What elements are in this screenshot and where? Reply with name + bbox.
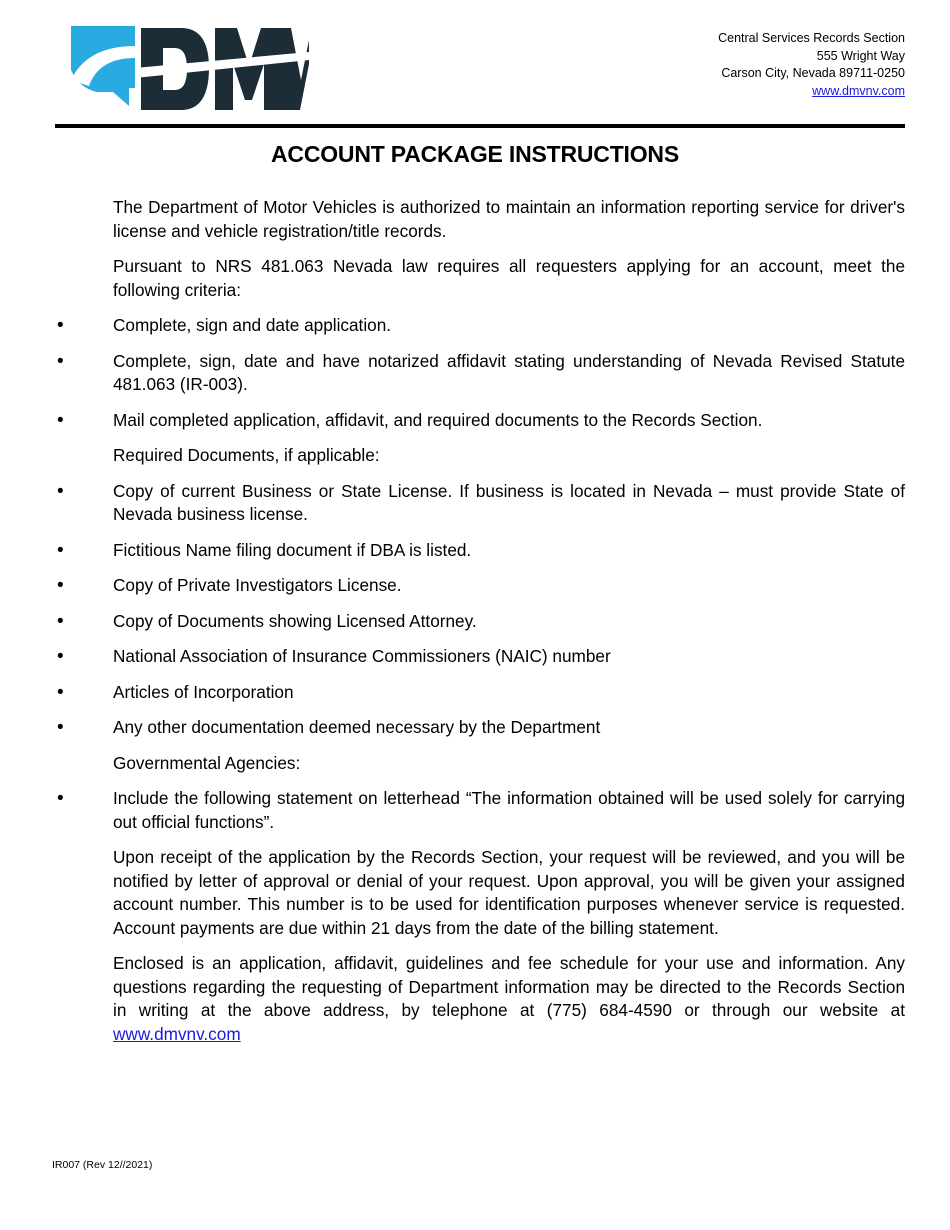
form-id-footer: IR007 (Rev 12//2021) (52, 1159, 153, 1171)
logo-shield-icon (71, 26, 135, 106)
bullet-icon: • (57, 788, 64, 809)
closing-paragraph-2-text: Enclosed is an application, affidavit, guidelines and fee schedule for your use and information. Any questions regarding the requesting of Department information may be directed to the Records Section in writing at the above address, by telephone at (775) 684-4590 or through our website at (113, 953, 905, 1020)
list-item-text: National Association of Insurance Commissioners (NAIC) number (113, 646, 611, 666)
list-item (57, 539, 905, 563)
list-item (57, 480, 905, 527)
list-item (57, 409, 905, 433)
list-item-text: Include the following statement on letterhead “The information obtained will be used solely for carrying out official functions”. (113, 788, 905, 832)
intro-paragraph-2: Pursuant to NRS 481.063 Nevada law requires all requesters applying for an account, meet the following criteria: (113, 256, 905, 300)
list-item-text: Copy of current Business or State License. If business is located in Nevada – must provide State of Nevada business license. (113, 480, 905, 524)
list-item (57, 314, 905, 338)
list-item-text: Copy of Documents showing Licensed Attorney. (113, 610, 477, 631)
address-line-2: 555 Wright Way (816, 48, 905, 63)
bullet-icon: • (57, 350, 64, 372)
list-item (57, 610, 905, 634)
bullet-icon: • (57, 646, 64, 667)
list-item (57, 681, 905, 705)
footer-website-link[interactable]: www.dmvnv.com (113, 1023, 241, 1044)
list-item-text: Any other documentation deemed necessary by the Department (113, 717, 601, 737)
list-item-text: Copy of Private Investigators License. (113, 575, 402, 595)
intro-paragraph-1: The Department of Motor Vehicles is authorized to maintain an information reporting service for driver's license and vehicle registration/title records. (113, 197, 905, 241)
page-title: ACCOUNT PACKAGE INSTRUCTIONS (271, 141, 679, 167)
bullet-icon: • (57, 717, 64, 738)
list-item (57, 574, 905, 598)
list-item-text: Complete, sign and date application. (113, 315, 392, 335)
list-item (57, 645, 905, 669)
list-item (57, 787, 905, 834)
list-item-text: Fictitious Name filing document if DBA is listed. (113, 539, 472, 560)
list-item (57, 350, 905, 397)
address-line-3: Carson City, Nevada 89711-0250 (721, 66, 905, 80)
dmv-logo (69, 24, 309, 116)
document-header (55, 22, 905, 117)
closing-paragraph-1: Upon receipt of the application by the Records Section, your request will be reviewed, and you will be notified by letter of approval or denial of your request. Upon approval, you will be given your assigned account number. This number is to be used for identification purposes whenever service is requested. Account payments are due within 21 days from the date of the billing statement. (113, 847, 905, 938)
bullet-icon: • (57, 539, 64, 561)
closing-paragraph-2 (57, 952, 905, 1046)
header-divider-rule (55, 124, 905, 128)
bullet-icon: • (57, 610, 64, 632)
document-body (57, 196, 905, 1058)
address-line-1: Central Services Records Section (718, 31, 905, 45)
bullet-icon: • (57, 681, 64, 703)
list-item (57, 716, 905, 740)
header-website-link[interactable]: www.dmvnv.com (812, 83, 905, 98)
list-item-text: Articles of Incorporation (113, 681, 294, 702)
required-documents-label: Required Documents, if applicable: (113, 445, 380, 465)
list-item-text: Mail completed application, affidavit, and required documents to the Records Section. (113, 409, 763, 430)
agency-address-block (718, 30, 905, 100)
governmental-agencies-label: Governmental Agencies: (113, 752, 301, 773)
dmv-logo-svg (69, 24, 309, 116)
list-item-text: Complete, sign, date and have notarized affidavit stating understanding of Nevada Revised Statute 481.063 (IR-003). (113, 350, 905, 394)
bullet-icon: • (57, 480, 64, 502)
bullet-icon: • (57, 315, 64, 336)
bullet-icon: • (57, 575, 64, 596)
bullet-icon: • (57, 409, 64, 431)
